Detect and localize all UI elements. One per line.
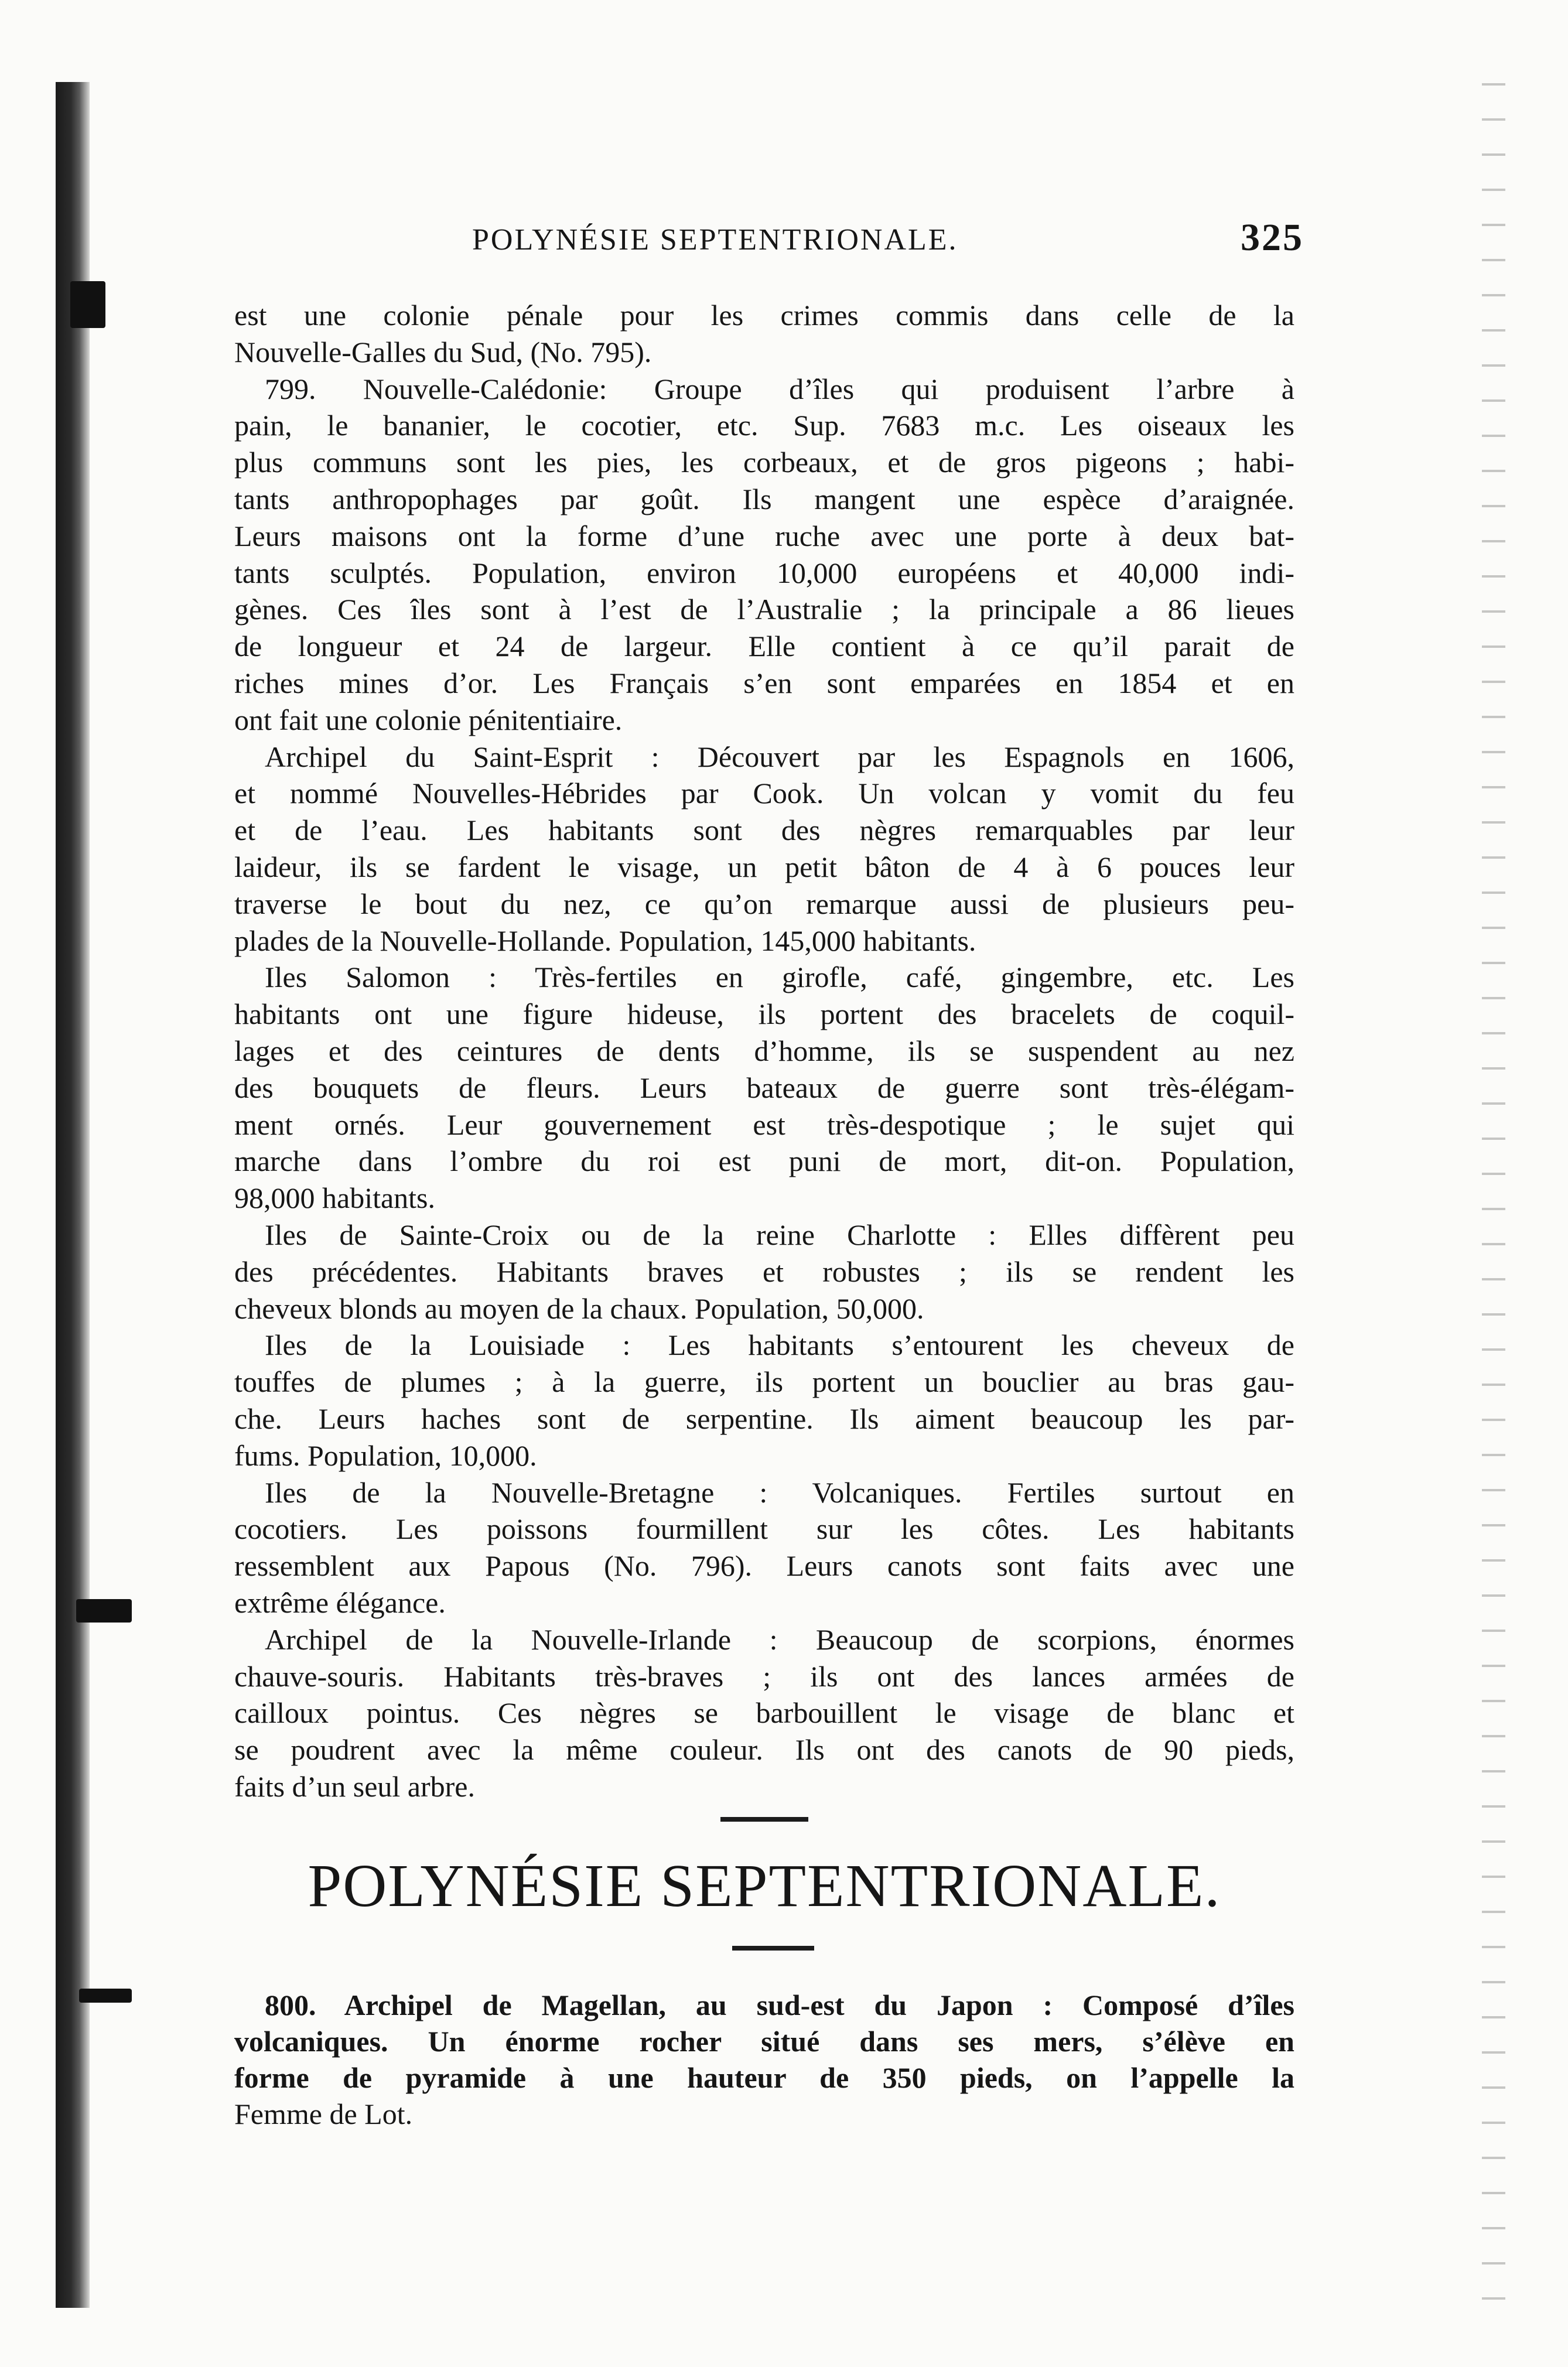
text-line: che. Leurs haches sont de serpentine. Ils aiment beaucoup les par- — [234, 1402, 1294, 1435]
text-line: marche dans l’ombre du roi est puni de mort, dit-on. Population, — [234, 1145, 1294, 1178]
page-edge-noise — [1482, 70, 1505, 2308]
text-line: pain, le bananier, le cocotier, etc. Sup. 7683 m.c. Les oiseaux les — [234, 409, 1294, 442]
binding-mark-bottom — [79, 1989, 132, 2003]
text-line: plus communs sont les pies, les corbeaux, et de gros pigeons ; habi- — [234, 446, 1294, 479]
section-text-line: Femme de Lot. — [234, 2098, 413, 2130]
text-line: de longueur et 24 de largeur. Elle contient à ce qu’il parait de — [234, 630, 1294, 663]
binding-mark-middle — [76, 1599, 132, 1623]
text-line: cheveux blonds au moyen de la chaux. Population, 50,000. — [234, 1292, 924, 1325]
text-line: fums. Population, 10,000. — [234, 1439, 537, 1472]
binding-mark-top — [70, 281, 105, 328]
text-line: Leurs maisons ont la forme d’une ruche avec une porte à deux bat- — [234, 519, 1294, 552]
section-title: POLYNÉSIE SEPTENTRIONALE. — [308, 1852, 1221, 1919]
text-line: riches mines d’or. Les Français s’en sont emparées en 1854 et en — [234, 667, 1294, 699]
text-line: extrême élégance. — [234, 1586, 446, 1619]
text-line: tants sculptés. Population, environ 10,000 européens et 40,000 indi- — [234, 556, 1294, 589]
text-line: Nouvelle-Galles du Sud, (No. 795). — [234, 335, 652, 368]
book-binding-shadow — [56, 82, 90, 2308]
text-line: cailloux pointus. Ces nègres se barbouillent le visage de blanc et — [234, 1696, 1294, 1730]
section-rule-top — [720, 1817, 808, 1822]
text-line: tants anthropophages par goût. Ils mangent une espèce d’araignée. — [234, 483, 1294, 515]
text-line: touffes de plumes ; à la guerre, ils portent un bouclier au bras gau- — [234, 1365, 1294, 1399]
text-line: chauve-souris. Habitants très-braves ; ils ont des lances armées de — [234, 1659, 1294, 1693]
text-line: est une colonie pénale pour les crimes commis dans celle de la — [234, 299, 1294, 332]
text-line: 98,000 habitants. — [234, 1181, 436, 1215]
text-line: et nommé Nouvelles-Hébrides par Cook. Un volcan y vomit du feu — [234, 777, 1294, 810]
section-rule-bottom — [732, 1946, 814, 1951]
section-text-line: volcaniques. Un énorme rocher situé dans ses mers, s’élève en — [234, 2025, 1294, 2058]
text-line: Iles Salomon : Très-fertiles en girofle, café, gingembre, etc. Les — [265, 961, 1294, 994]
text-line: Iles de la Louisiade : Les habitants s’entourent les cheveux de — [265, 1328, 1294, 1362]
text-line: ont fait une colonie pénitentiaire. — [234, 703, 623, 736]
text-line: se poudrent avec la même couleur. Ils ont des canots de 90 pieds, — [234, 1733, 1294, 1767]
running-head — [472, 216, 1304, 262]
text-line: faits d’un seul arbre. — [234, 1770, 475, 1803]
section-text-line: 800. Archipel de Magellan, au sud-est du Japon : Composé d’îles — [265, 1989, 1294, 2021]
text-line: 799. Nouvelle-Calédonie: Groupe d’îles qui produisent l’arbre à — [265, 372, 1294, 405]
text-line: laideur, ils se fardent le visage, un petit bâton de 4 à 6 pouces leur — [234, 851, 1294, 883]
text-line: et de l’eau. Les habitants sont des nègres remarquables par leur — [234, 814, 1294, 847]
page-number: 325 — [1241, 216, 1304, 259]
text-line: Iles de la Nouvelle-Bretagne : Volcaniques. Fertiles surtout en — [265, 1475, 1294, 1509]
text-line: Archipel du Saint-Esprit : Découvert par les Espagnols en 1606, — [265, 740, 1294, 773]
text-line: plades de la Nouvelle-Hollande. Population, 145,000 habitants. — [234, 924, 976, 957]
section-text-line: forme de pyramide à une hauteur de 350 pieds, on l’appelle la — [234, 2061, 1294, 2094]
text-line: Iles de Sainte-Croix ou de la reine Charlotte : Elles diffèrent peu — [265, 1218, 1294, 1251]
text-line: des bouquets de fleurs. Leurs bateaux de guerre sont très-élégam- — [234, 1071, 1294, 1104]
running-head-title: POLYNÉSIE SEPTENTRIONALE. — [472, 223, 958, 257]
text-line: des précédentes. Habitants braves et robustes ; ils se rendent les — [234, 1255, 1294, 1288]
text-line: ressemblent aux Papous (No. 796). Leurs canots sont faits avec une — [234, 1549, 1294, 1583]
text-line: ment ornés. Leur gouvernement est très-despotique ; le sujet qui — [234, 1108, 1294, 1141]
text-line: habitants ont une figure hideuse, ils portent des bracelets de coquil- — [234, 998, 1294, 1031]
text-line: traverse le bout du nez, ce qu’on remarque aussi de plusieurs peu- — [234, 887, 1294, 920]
text-line: lages et des ceintures de dents d’homme, ils se suspendent au nez — [234, 1034, 1294, 1067]
text-line: Archipel de la Nouvelle-Irlande : Beaucoup de scorpions, énormes — [265, 1623, 1294, 1656]
text-line: gènes. Ces îles sont à l’est de l’Australie ; la principale a 86 lieues — [234, 593, 1294, 626]
text-line: cocotiers. Les poissons fourmillent sur les côtes. Les habitants — [234, 1512, 1294, 1546]
